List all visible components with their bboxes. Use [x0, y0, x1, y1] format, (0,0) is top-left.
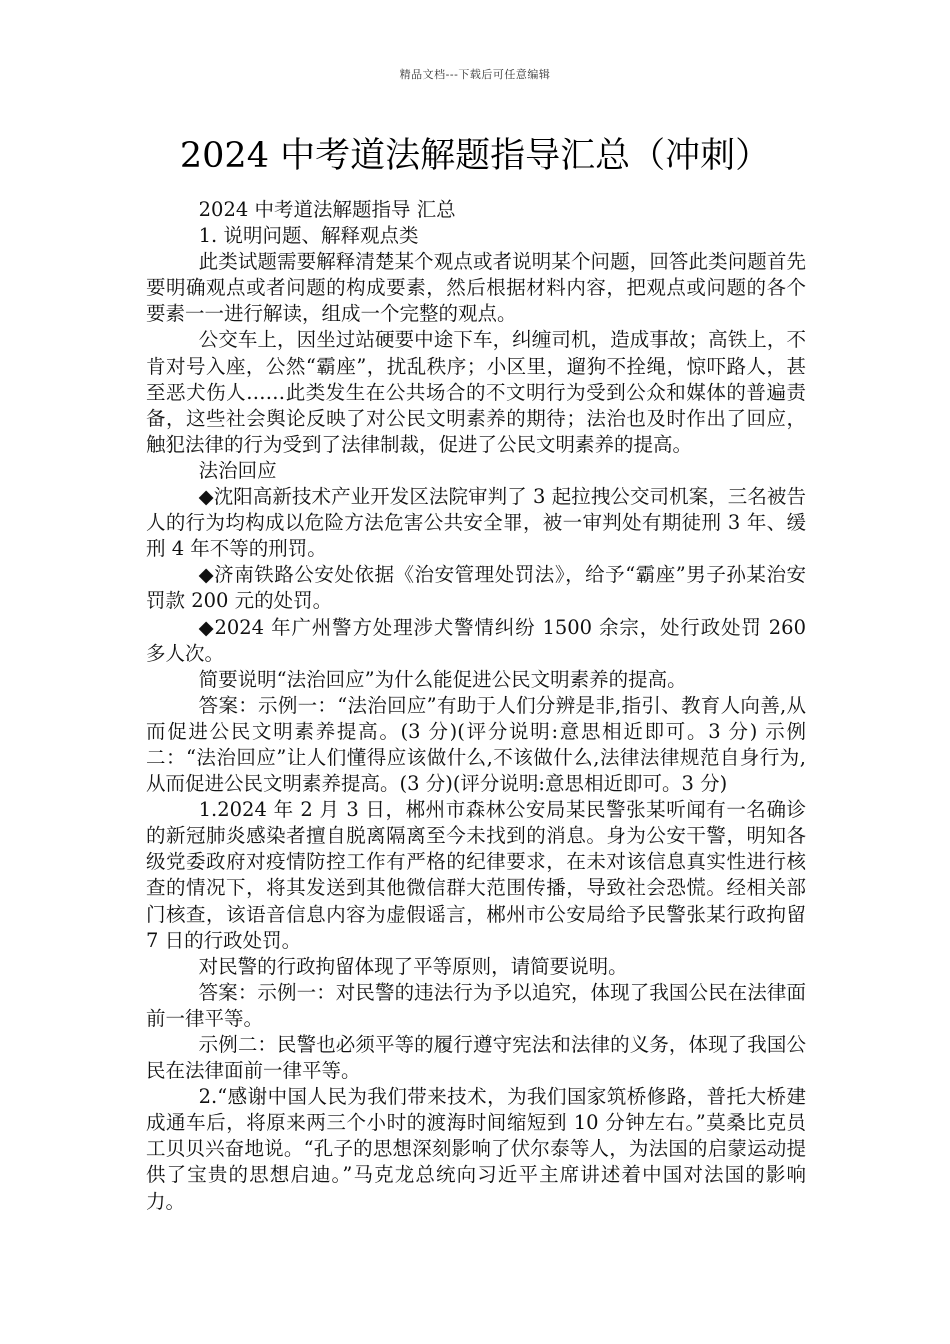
header-note: 精品文档---下载后可任意编辑 [399, 68, 551, 81]
body-paragraph: ◆2024 年广州警方处理涉犬警情纠纷 1500 余宗，处行政处罚 260 多人次。 [146, 615, 806, 665]
body-paragraph: 法治回应 [198, 458, 277, 482]
section-heading: 1. 说明问题、解释观点类 [198, 224, 419, 248]
question-paragraph: 对民警的行政拘留体现了平等原则，请简要说明。 [198, 954, 628, 978]
body-paragraph: 2.“感谢中国人民为我们带来技术，为我们国家筑桥修路，普托大桥建成通车后，将原来两三个小时的渡海时间缩短到 10 分钟左右。”莫桑比克员工贝贝兴奋地说。“孔子的思想深刻影响了伏尔泰等人，为法国的启蒙运动提供了宝贵的思想启迪。”马克龙总统向习近平主席讲述着中国对法国的影响力。 [146, 1085, 806, 1213]
answer-paragraph: 示例二：民警也必须平等的履行遵守宪法和法律的义务，体现了我国公民在法律面前一律平等。 [146, 1033, 806, 1083]
body-paragraph: 公交车上，因坐过站硬要中途下车，纠缠司机，造成事故；高铁上，不肯对号入座，公然“霸座”，扰乱秩序；小区里，遛狗不拴绳，惊吓路人，甚至恶犬伤人……此类发生在公共场合的不文明行为受到公众和媒体的普遍责备，这些社会舆论反映了对公民文明素养的期待；法治也及时作出了回应，触犯法律的行为受到了法律制裁，促进了公民文明素养的提高。 [146, 328, 806, 456]
question-paragraph: 简要说明“法治回应”为什么能促进公民文明素养的提高。 [198, 667, 687, 691]
body-paragraph: 此类试题需要解释清楚某个观点或者说明某个问题，回答此类问题首先要明确观点或者问题的构成要素，然后根据材料内容，把观点或问题的各个要素一一进行解读，组成一个完整的观点。 [146, 250, 806, 326]
subtitle-line: 2024 中考道法解题指导 汇总 [198, 198, 456, 221]
answer-paragraph: 答案：示例一：对民警的违法行为予以追究，体现了我国公民在法律面前一律平等。 [146, 980, 806, 1030]
body-paragraph: ◆济南铁路公安处依据《治安管理处罚法》，给予“霸座”男子孙某治安罚款 200 元的处罚。 [146, 563, 806, 613]
document-title: 2024 中考道法解题指导汇总（冲刺） [179, 136, 771, 176]
body-paragraph: ◆沈阳高新技术产业开发区法院审判了 3 起拉拽公交司机案，三名被告人的行为均构成以危险方法危害公共安全罪，被一审判处有期徒刑 3 年、缓刑 4 年不等的刑罚。 [146, 485, 806, 561]
body-paragraph: 1.2024 年 2 月 3 日，郴州市森林公安局某民警张某听闻有一名确诊的新冠肺炎感染者擅自脱离隔离至今未找到的消息。身为公安干警，明知各级党委政府对疫情防控工作有严格的纪律要求，在未对该信息真实性进行核查的情况下，将其发送到其他微信群大范围传播，导致社会恐慌。经相关部门核查，该语音信息内容为虚假谣言，郴州市公安局给予民警张某行政拘留 7 日的行政处罚。 [146, 798, 806, 952]
document-body [146, 197, 806, 1215]
answer-paragraph: 答案：示例一：“法治回应”有助于人们分辨是非,指引、教育人向善,从而促进公民文明素养提高。(3 分)(评分说明:意思相近即可。3 分) 示例二：“法治回应”让人们懂得应该做什么,不该做什么,法律法律规范自身行为,从而促进公民文明素养提高。(3 分)(评分说明:意思相近即可。3 分) [146, 693, 806, 796]
